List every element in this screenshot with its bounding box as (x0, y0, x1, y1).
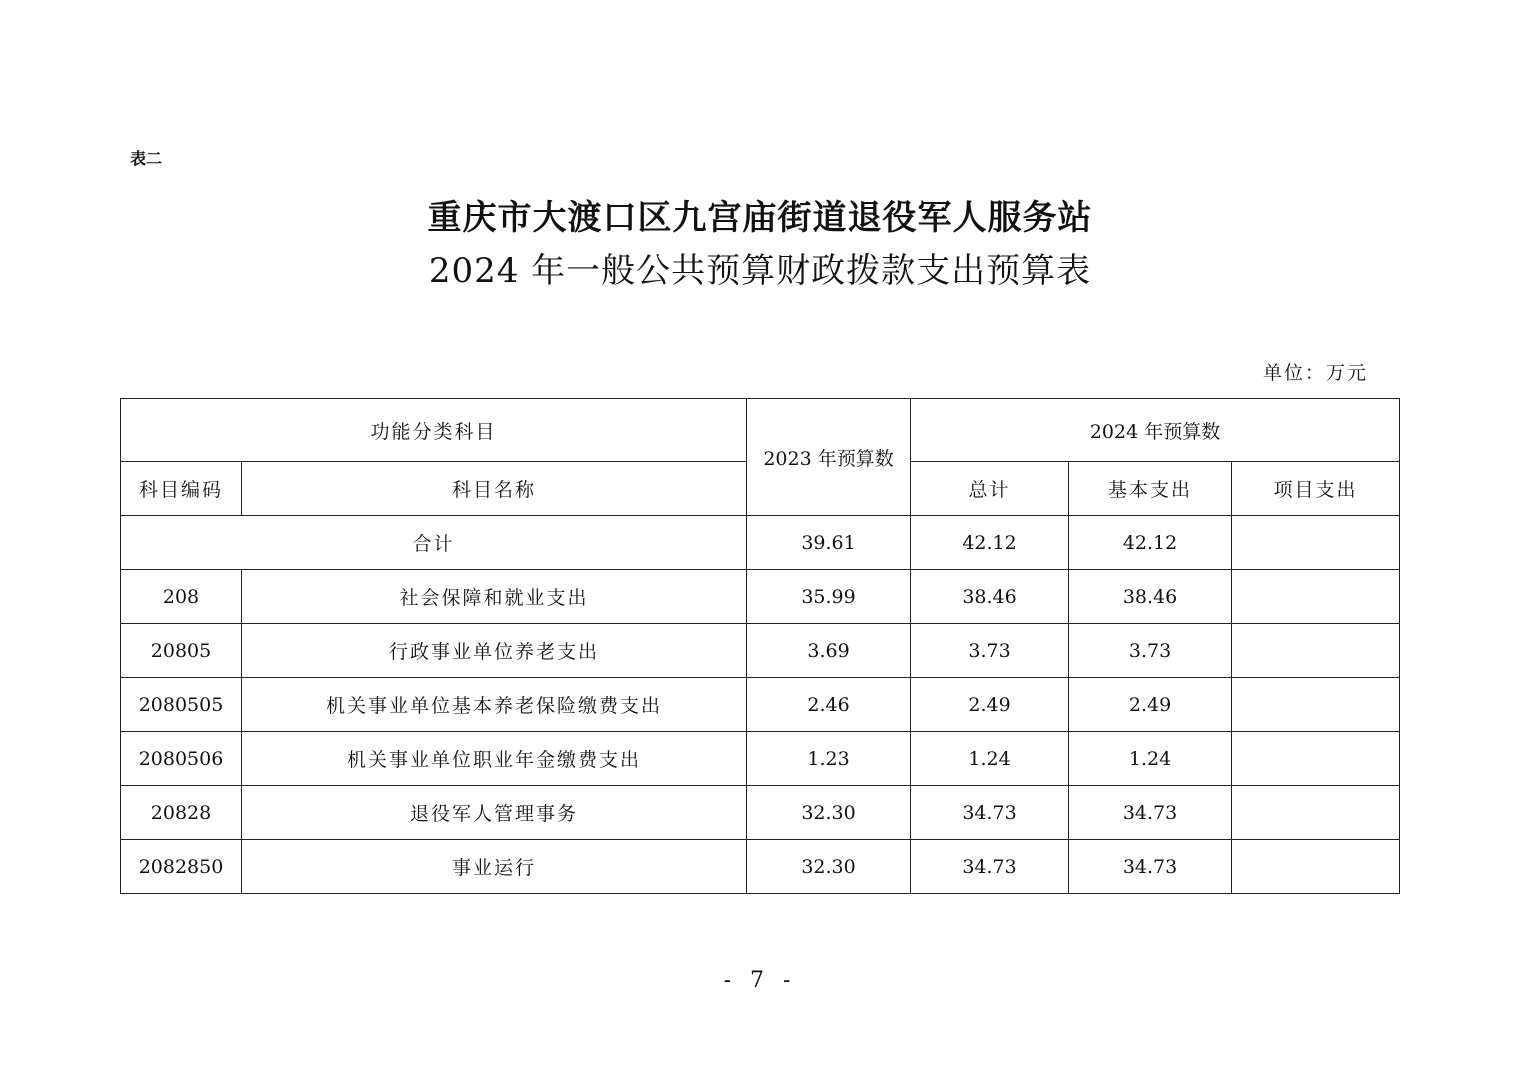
row-total: 34.73 (911, 840, 1069, 894)
row-basic: 34.73 (1069, 786, 1232, 840)
row-name: 社会保障和就业支出 (242, 570, 747, 624)
row-total: 34.73 (911, 786, 1069, 840)
header-row-1 (121, 399, 1400, 462)
row-total: 38.46 (911, 570, 1069, 624)
row-project (1232, 624, 1400, 678)
row-project (1232, 732, 1400, 786)
row-name: 行政事业单位养老支出 (242, 624, 747, 678)
header-name: 科目名称 (242, 462, 747, 516)
row-code: 2082850 (121, 840, 242, 894)
table-row (121, 678, 1400, 732)
row-budget-2023: 3.69 (747, 624, 911, 678)
row-code: 208 (121, 570, 242, 624)
row-code: 2080505 (121, 678, 242, 732)
row-project (1232, 840, 1400, 894)
budget-table (120, 398, 1400, 894)
row-code: 20828 (121, 786, 242, 840)
unit-label: 单位：万元 (1262, 362, 1368, 384)
row-basic: 34.73 (1069, 840, 1232, 894)
total-budget-2023: 39.61 (747, 516, 911, 570)
total-project (1232, 516, 1400, 570)
row-name: 退役军人管理事务 (242, 786, 747, 840)
row-project (1232, 570, 1400, 624)
row-basic: 38.46 (1069, 570, 1232, 624)
row-total: 2.49 (911, 678, 1069, 732)
row-basic: 2.49 (1069, 678, 1232, 732)
row-total: 3.73 (911, 624, 1069, 678)
table-row (121, 840, 1400, 894)
table-row (121, 732, 1400, 786)
header-functional-category: 功能分类科目 (121, 399, 747, 462)
header-total: 总计 (911, 462, 1069, 516)
header-basic: 基本支出 (1069, 462, 1232, 516)
total-total: 42.12 (911, 516, 1069, 570)
page-title-line2: 2024 年一般公共预算财政拨款支出预算表 (428, 251, 1092, 291)
row-project (1232, 786, 1400, 840)
header-code: 科目编码 (121, 462, 242, 516)
table-row (121, 786, 1400, 840)
table-row (121, 624, 1400, 678)
row-budget-2023: 35.99 (747, 570, 911, 624)
table-row (121, 570, 1400, 624)
total-label: 合计 (121, 516, 747, 570)
row-name: 机关事业单位职业年金缴费支出 (242, 732, 747, 786)
header-budget-2023: 2023 年预算数 (747, 399, 911, 516)
row-budget-2023: 32.30 (747, 840, 911, 894)
header-budget-2024: 2024 年预算数 (911, 399, 1400, 462)
page-title-line1: 重庆市大渡口区九宫庙街道退役军人服务站 (427, 198, 1093, 238)
row-budget-2023: 2.46 (747, 678, 911, 732)
row-total: 1.24 (911, 732, 1069, 786)
row-code: 20805 (121, 624, 242, 678)
row-name: 机关事业单位基本养老保险缴费支出 (242, 678, 747, 732)
row-basic: 3.73 (1069, 624, 1232, 678)
table-label: 表二 (130, 149, 163, 168)
row-budget-2023: 32.30 (747, 786, 911, 840)
row-budget-2023: 1.23 (747, 732, 911, 786)
header-project: 项目支出 (1232, 462, 1400, 516)
row-name: 事业运行 (242, 840, 747, 894)
page-number: - 7 - (723, 968, 797, 993)
total-basic: 42.12 (1069, 516, 1232, 570)
row-project (1232, 678, 1400, 732)
row-basic: 1.24 (1069, 732, 1232, 786)
row-code: 2080506 (121, 732, 242, 786)
total-row (121, 516, 1400, 570)
